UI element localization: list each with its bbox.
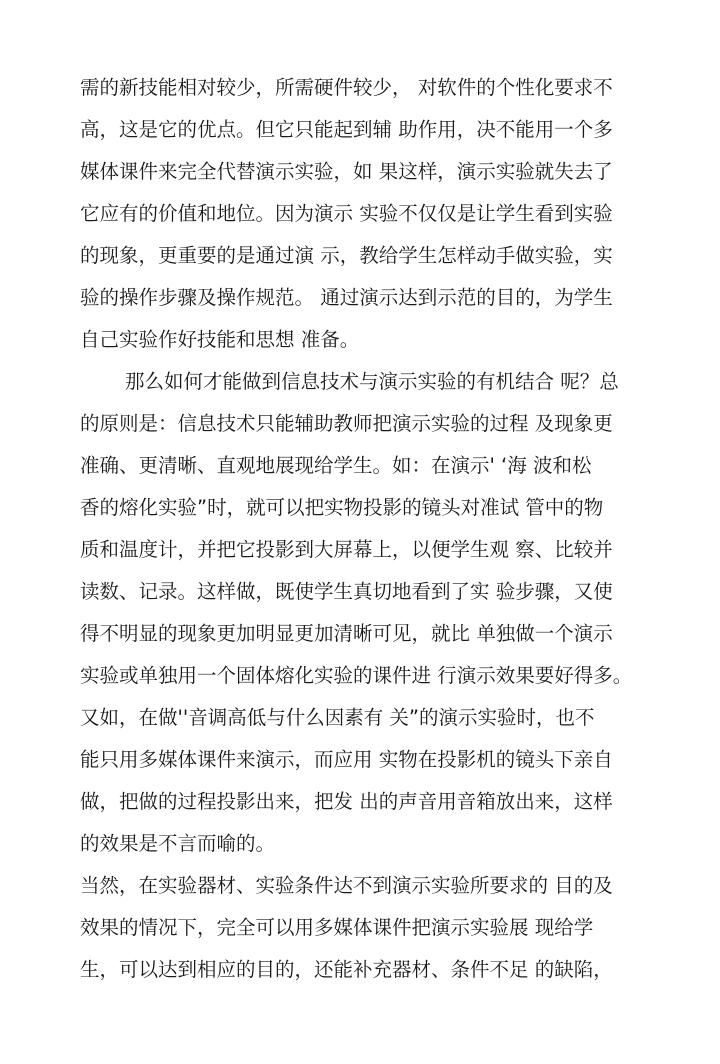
- text-line: 媒体课件来完全代替演示实验，如 果这样，演示实验就失去了: [80, 160, 613, 183]
- text-line: 当然，在实验器材、实验条件达不到演示实验所要求的 目的及: [80, 874, 613, 897]
- paragraph-first-line: 那么如何才能做到信息技术与演示实验的有机结合 呢？总: [125, 370, 619, 393]
- text-line: 能只用多媒体课件来演示，而应用 实物在投影机的镜头下亲自: [80, 748, 613, 771]
- text-line: 香的熔化实验”时，就可以把实物投影的镜头对准试 管中的物: [80, 496, 604, 519]
- text-line: 得不明显的现象更加明显更加清晰可见，就比 单独做一个演示: [80, 622, 613, 645]
- text-line: 高，这是它的优点。但它只能起到辅 助作用，决不能用一个多: [80, 118, 613, 141]
- text-line: 自己实验作好技能和思想 准备。: [80, 328, 360, 351]
- text-line: 的效果是不言而喻的。: [80, 832, 276, 855]
- text-line: 它应有的价值和地位。因为演示 实验不仅仅是让学生看到实验: [80, 202, 613, 225]
- text-line: 效果的情况下，完全可以用多媒体课件把演示实验展 现给学: [80, 916, 594, 939]
- text-line: 质和温度计，并把它投影到大屏幕上，以便学生观 察、比较并: [80, 538, 613, 561]
- text-line: 读数、记录。这样做，既使学生真切地看到了实 验步骤，又使: [80, 580, 613, 603]
- text-line: 又如，在做''音调高低与什么因素有 关”的演示实验时，也不: [80, 706, 595, 729]
- text-line: 的原则是：信息技术只能辅助教师把演示实验的过程 及现象更: [80, 412, 613, 435]
- text-line: 需的新技能相对较少，所需硬件较少， 对软件的个性化要求不: [80, 76, 613, 99]
- text-line: 验的操作步骤及操作规范。 通过演示达到示范的目的，为学生: [80, 286, 613, 309]
- text-line: 做，把做的过程投影出来，把发 出的声音用音箱放出来，这样: [80, 790, 613, 813]
- text-line: 生，可以达到相应的目的，还能补充器材、条件不足 的缺陷，: [80, 958, 613, 981]
- text-line: 准确、更清晰、直观地展现给学生。如：在演示' ‘海 波和松: [80, 454, 592, 477]
- text-line: 的现象，更重要的是通过演 示，教给学生怎样动手做实验，实: [80, 244, 613, 267]
- text-line: 实验或单独用一个固体熔化实验的课件进 行演示效果要好得多。: [80, 664, 633, 687]
